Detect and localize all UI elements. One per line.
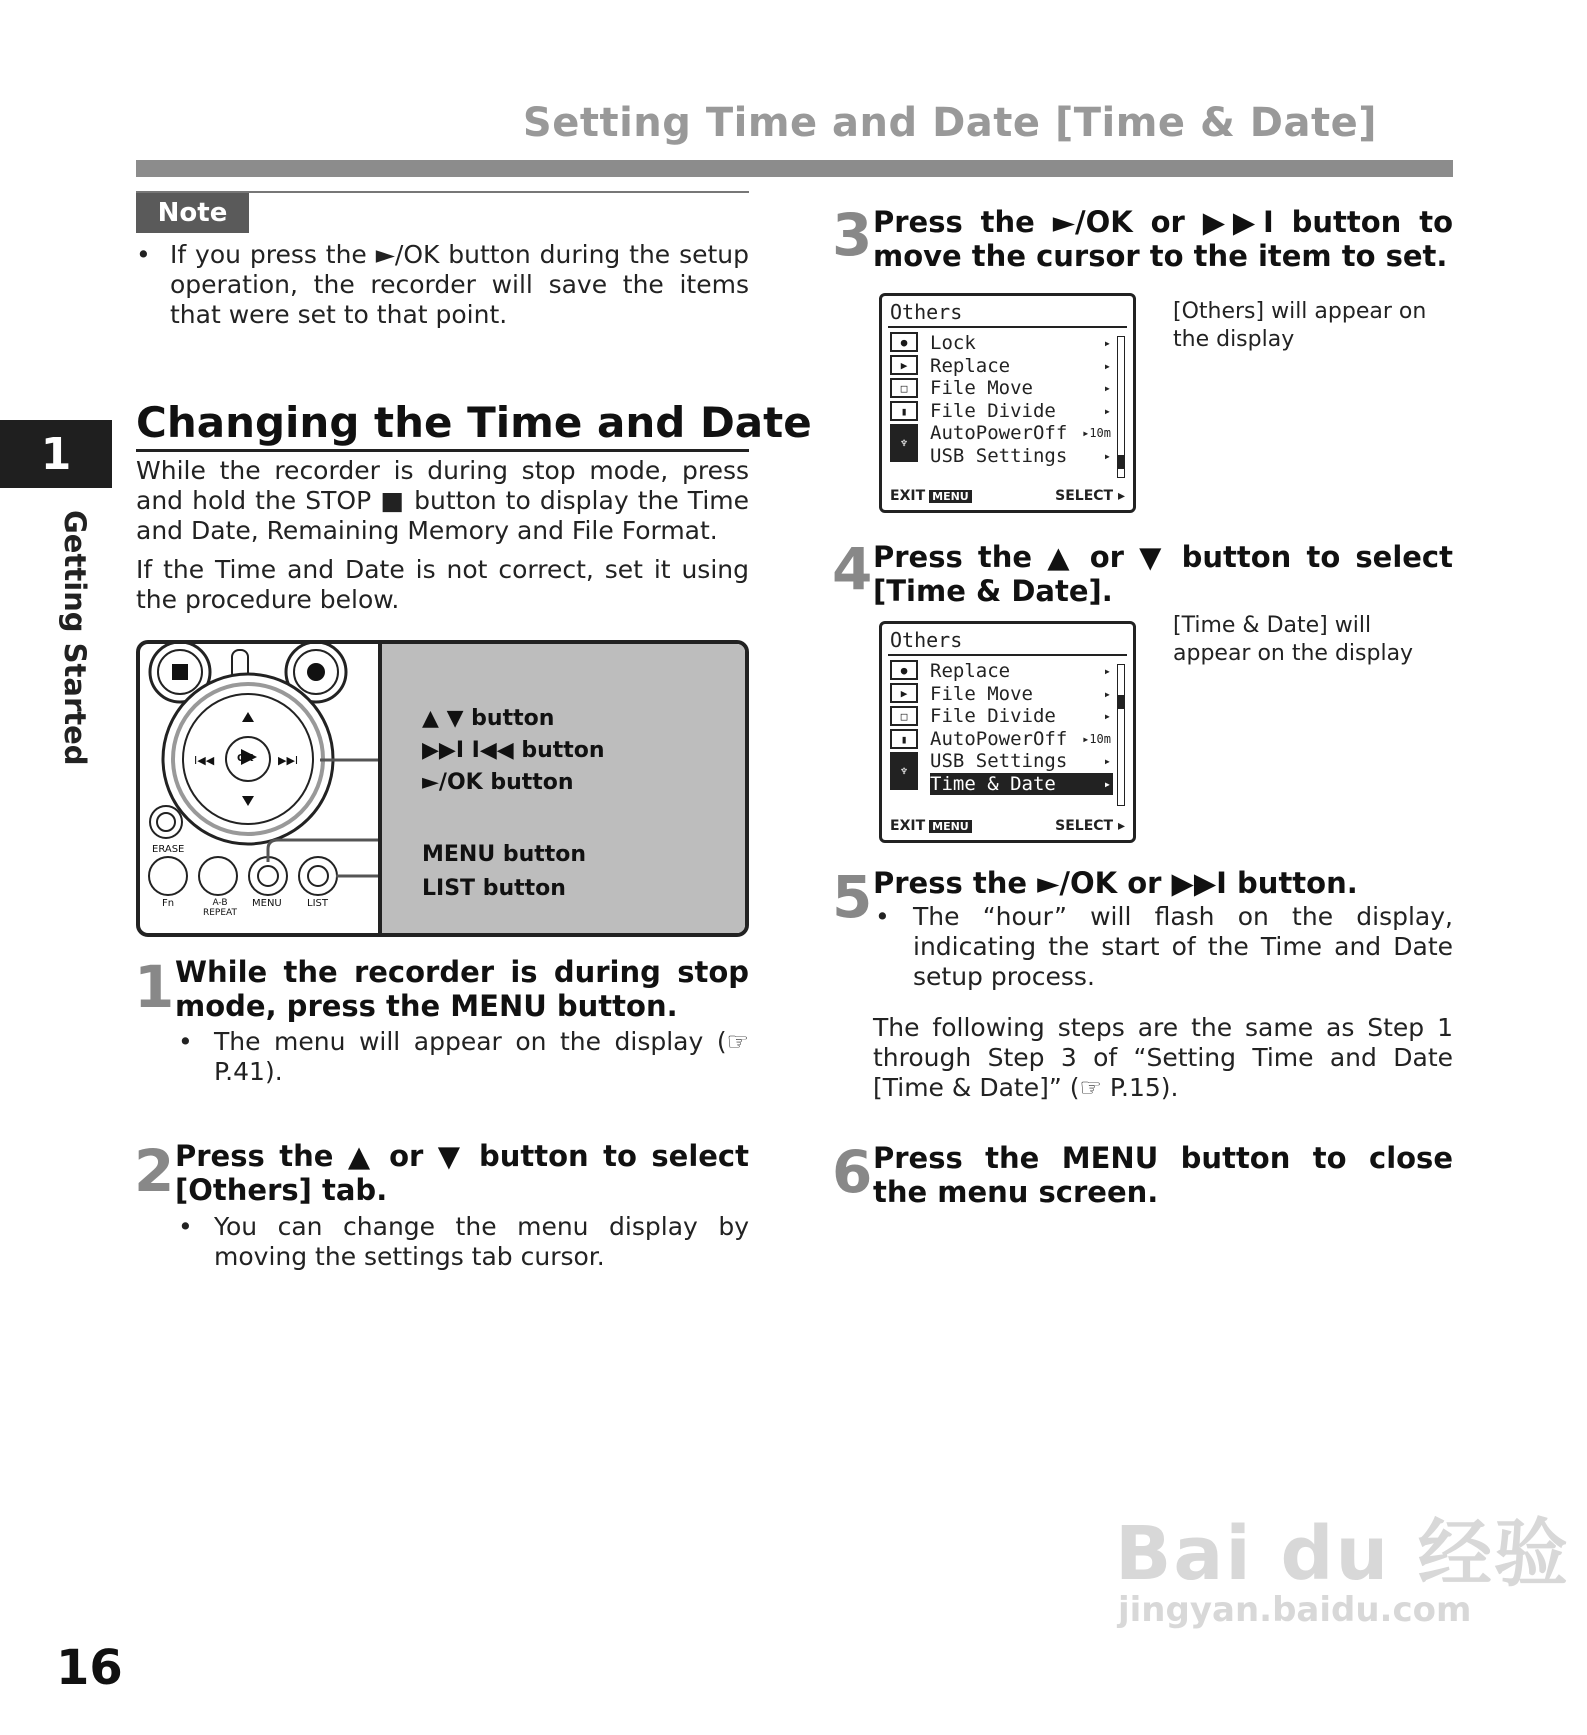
step-5-title: Press the ►/OK or ▶▶I button.: [873, 866, 1358, 900]
display-icon: □: [890, 706, 918, 726]
lcd2-item: Replace ▸: [930, 660, 1111, 682]
step-4-number: 4: [832, 535, 873, 603]
step-5-number: 5: [832, 863, 873, 931]
lcd2-menu-list: [930, 660, 1113, 795]
step-4-caption: [Time & Date] will appear on the display: [1173, 613, 1414, 666]
chapter-label: [52, 510, 92, 766]
note-text: If you press the ►/OK button during the setup operation, the recorder will save the items that were set to that point.: [170, 240, 749, 329]
lcd1-item: File Move ▸: [930, 377, 1111, 399]
lcd2-title: Others: [890, 628, 963, 652]
card-icon: ▮: [890, 401, 918, 421]
recorder-button-diagram: [136, 640, 749, 937]
lcd2-title-rule: [888, 654, 1127, 656]
step-1-bullet: •: [178, 1027, 193, 1056]
lcd1-item: File Divide ▸: [930, 399, 1111, 422]
stop-icon: [172, 664, 188, 680]
step-2-title: Press the ▲ or ▼ button to select [Others] tab.: [175, 1139, 749, 1207]
wrench-icon: ♆: [890, 424, 918, 462]
device-menu-label: MENU: [252, 898, 282, 909]
note-text-block: [136, 240, 749, 330]
chapter-tab-number: 1: [0, 420, 112, 488]
mic-icon: ●: [890, 332, 918, 352]
header-bar: [136, 160, 1453, 177]
device-ab-label: A-B REPEAT: [202, 898, 237, 918]
lcd1-title-rule: [888, 326, 1127, 328]
step-2-number: 2: [134, 1137, 175, 1205]
step-5-bullet: •: [875, 902, 890, 931]
lcd1-footer: EXIT MENU SELECT ▸: [890, 488, 1125, 504]
wrench-icon: ♆: [890, 752, 918, 790]
mic-icon: ●: [890, 660, 918, 680]
recorder-illustration: [140, 644, 380, 934]
baidu-watermark-url: jingyan.baidu.com: [1118, 1590, 1472, 1630]
play-tab-icon: ▶: [890, 683, 918, 703]
section-rule: [136, 449, 749, 452]
lcd-time-date-screen: [879, 621, 1136, 843]
lcd2-item-selected: Time & Date ▸: [930, 772, 1111, 795]
lcd2-tab-icons: [890, 660, 920, 793]
label-updown-button: ▲ ▼ button: [422, 706, 555, 731]
lcd2-item: USB Settings ▸: [930, 750, 1111, 772]
page-header-title: Setting Time and Date [Time & Date]: [522, 100, 1377, 146]
step-4-title: Press the ▲ or ▼ button to select [Time & Date].: [873, 540, 1453, 608]
lcd2-footer: EXIT MENU SELECT ▸: [890, 818, 1125, 834]
lcd2-scrollbar: [1117, 664, 1125, 806]
label-menu-button: MENU button: [422, 842, 587, 867]
lcd1-title: Others: [890, 300, 963, 324]
step-6-title: Press the MENU button to close the menu screen.: [873, 1141, 1453, 1209]
device-erase-label: ERASE: [152, 844, 185, 855]
lcd1-scrollbar: [1117, 336, 1125, 478]
device-fn-label: Fn: [162, 898, 175, 909]
label-skip-button: ▶▶I I◀◀ button: [422, 738, 605, 763]
svg-text:I◀◀: I◀◀: [194, 754, 215, 767]
device-ok-label: OK: [237, 753, 254, 764]
step-5-bullet-block: [875, 902, 1453, 992]
step-3-title: Press the ►/OK or ▶▶I button to move the cursor to the item to set.: [873, 205, 1453, 273]
step-2-bullet-text: You can change the menu display by moving the settings tab cursor.: [214, 1212, 749, 1271]
diagram-label-panel: [378, 644, 745, 933]
lcd1-item: AutoPowerOff ▸10m: [930, 422, 1111, 444]
svg-text:▶▶I: ▶▶I: [278, 754, 299, 767]
label-ok-button: ►/OK button: [422, 770, 574, 795]
lcd-others-screen: [879, 293, 1136, 513]
section-title: Changing the Time and Date: [136, 398, 812, 447]
page-number: 16: [56, 1640, 123, 1696]
step-3-caption: [Others] will appear on the display: [1173, 299, 1427, 352]
step-3-number: 3: [832, 201, 873, 269]
lcd2-item: AutoPowerOff ▸10m: [930, 727, 1111, 750]
lcd1-item: Replace ▸: [930, 354, 1111, 377]
step-2-bullet-block: [178, 1212, 749, 1272]
chapter-label-text: Getting Started: [58, 510, 92, 766]
record-icon: [307, 663, 325, 681]
lcd1-menu-list: [930, 332, 1113, 467]
step-1-bullet-block: [178, 1027, 749, 1087]
note-label: Note: [136, 193, 249, 233]
label-list-button: LIST button: [422, 876, 566, 901]
step-6-number: 6: [832, 1138, 873, 1206]
device-list-label: LIST: [307, 898, 328, 909]
lcd2-item: File Move ▸: [930, 682, 1111, 705]
section-para-1: While the recorder is during stop mode, press and hold the STOP ■ button to display the Time and Date, Remaining Memory and File Format.: [136, 456, 749, 545]
step-1-number: 1: [134, 953, 175, 1021]
step-5-bullet-text: The “hour” will flash on the display, indicating the start of the Time and Date setup process.: [913, 902, 1453, 991]
step-5-para: The following steps are the same as Step 1 through Step 3 of “Setting Time and Date [Time & Date]” (☞ P.15).: [873, 1013, 1453, 1102]
baidu-watermark: Bai du 经验: [1115, 1511, 1570, 1597]
card-icon: ▮: [890, 729, 918, 749]
note-bullet: •: [136, 240, 151, 269]
play-tab-icon: ▶: [890, 355, 918, 375]
step-2-bullet: •: [178, 1212, 193, 1241]
lcd1-item: USB Settings ▸: [930, 444, 1111, 467]
step-1-bullet-text: The menu will appear on the display (☞ P.41).: [214, 1027, 749, 1086]
display-icon: □: [890, 378, 918, 398]
lcd1-item: Lock ▸: [930, 332, 1111, 354]
section-para-2: If the Time and Date is not correct, set it using the procedure below.: [136, 555, 749, 614]
step-1-title: While the recorder is during stop mode, press the MENU button.: [175, 955, 749, 1023]
lcd1-tab-icons: [890, 332, 920, 465]
lcd2-item: File Divide ▸: [930, 705, 1111, 727]
